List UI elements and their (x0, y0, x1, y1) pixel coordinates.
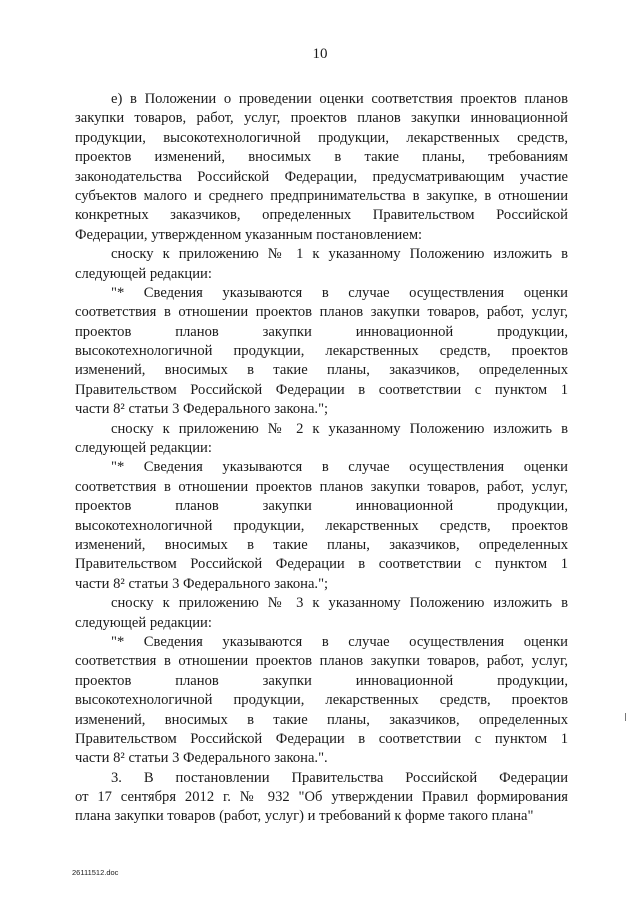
text-line: е) в Положении о проведении оценки соответствия проектов планов (111, 91, 568, 107)
text-line: сноску к приложению № 1 к указанному Положению изложить в (111, 246, 568, 263)
document-body (75, 90, 568, 827)
text-line: проектов планов закупки инновационной продукции, (75, 323, 568, 340)
text-line: части 8² статьи 3 Федерального закона.". (75, 750, 328, 767)
text-line: соответствия в отношении проектов планов закупки товаров, работ, услуг, (75, 478, 568, 495)
text-line: от 17 сентября 2012 г. № 932 "Об утверждении Правил формирования (75, 789, 568, 806)
text-line: Федерации, утвержденном указанным постановлением: (75, 226, 423, 243)
text-line: изменений, вносимых в такие планы, заказчиков, определенных (75, 711, 568, 728)
text-line: части 8² статьи 3 Федерального закона."; (75, 575, 329, 592)
text-line: следующей редакции: (75, 265, 212, 282)
text-line: части 8² статьи 3 Федерального закона."; (75, 401, 329, 418)
text-line: высокотехнологичной продукции, лекарственных средств, проектов (75, 517, 568, 534)
text-line: сноску к приложению № 3 к указанному Положению изложить в (111, 595, 568, 612)
text-line: законодательства Российской Федерации, предусматривающим участие (75, 168, 568, 185)
text-line: 3. В постановлении Правительства Российской Федерации (111, 769, 568, 786)
text-line: проектов изменений, вносимых в такие планы, требованиям (75, 149, 568, 166)
text-line: "* Сведения указываются в случае осуществления оценки (111, 459, 568, 476)
text-line: закупки товаров, работ, услуг, проектов планов закупки инновационной (75, 110, 568, 127)
text-line: "* Сведения указываются в случае осуществления оценки (111, 633, 568, 650)
text-line: сноску к приложению № 2 к указанному Положению изложить в (111, 420, 568, 437)
margin-mark (625, 713, 626, 721)
text-line: следующей редакции: (75, 440, 212, 457)
text-line: изменений, вносимых в такие планы, заказчиков, определенных (75, 536, 568, 553)
text-line: Правительством Российской Федерации в соответствии с пунктом 1 (75, 381, 568, 398)
text-line: продукции, высокотехнологичной продукции, лекарственных средств, (75, 129, 568, 146)
text-line: следующей редакции: (75, 614, 212, 631)
text-line: соответствия в отношении проектов планов закупки товаров, работ, услуг, (75, 304, 568, 321)
text-line: "* Сведения указываются в случае осуществления оценки (111, 284, 568, 301)
text-line: высокотехнологичной продукции, лекарственных средств, проектов (75, 692, 568, 709)
text-line: проектов планов закупки инновационной продукции, (75, 672, 568, 689)
text-line: Правительством Российской Федерации в соответствии с пунктом 1 (75, 730, 568, 747)
text-line: проектов планов закупки инновационной продукции, (75, 498, 568, 515)
text-line: соответствия в отношении проектов планов закупки товаров, работ, услуг, (75, 653, 568, 670)
text-line: субъектов малого и среднего предпринимательства в закупке, в отношении (75, 187, 568, 204)
text-line: конкретных заказчиков, определенных Правительством Российской (75, 207, 568, 224)
footer-filename: 26111512.doc (72, 868, 119, 877)
page-number: 10 (312, 46, 328, 62)
text-line: Правительством Российской Федерации в соответствии с пунктом 1 (75, 556, 568, 573)
text-line: высокотехнологичной продукции, лекарственных средств, проектов (75, 343, 568, 360)
text-line: плана закупки товаров (работ, услуг) и требований к форме такого плана" (75, 808, 534, 825)
text-line: изменений, вносимых в такие планы, заказчиков, определенных (75, 362, 568, 379)
